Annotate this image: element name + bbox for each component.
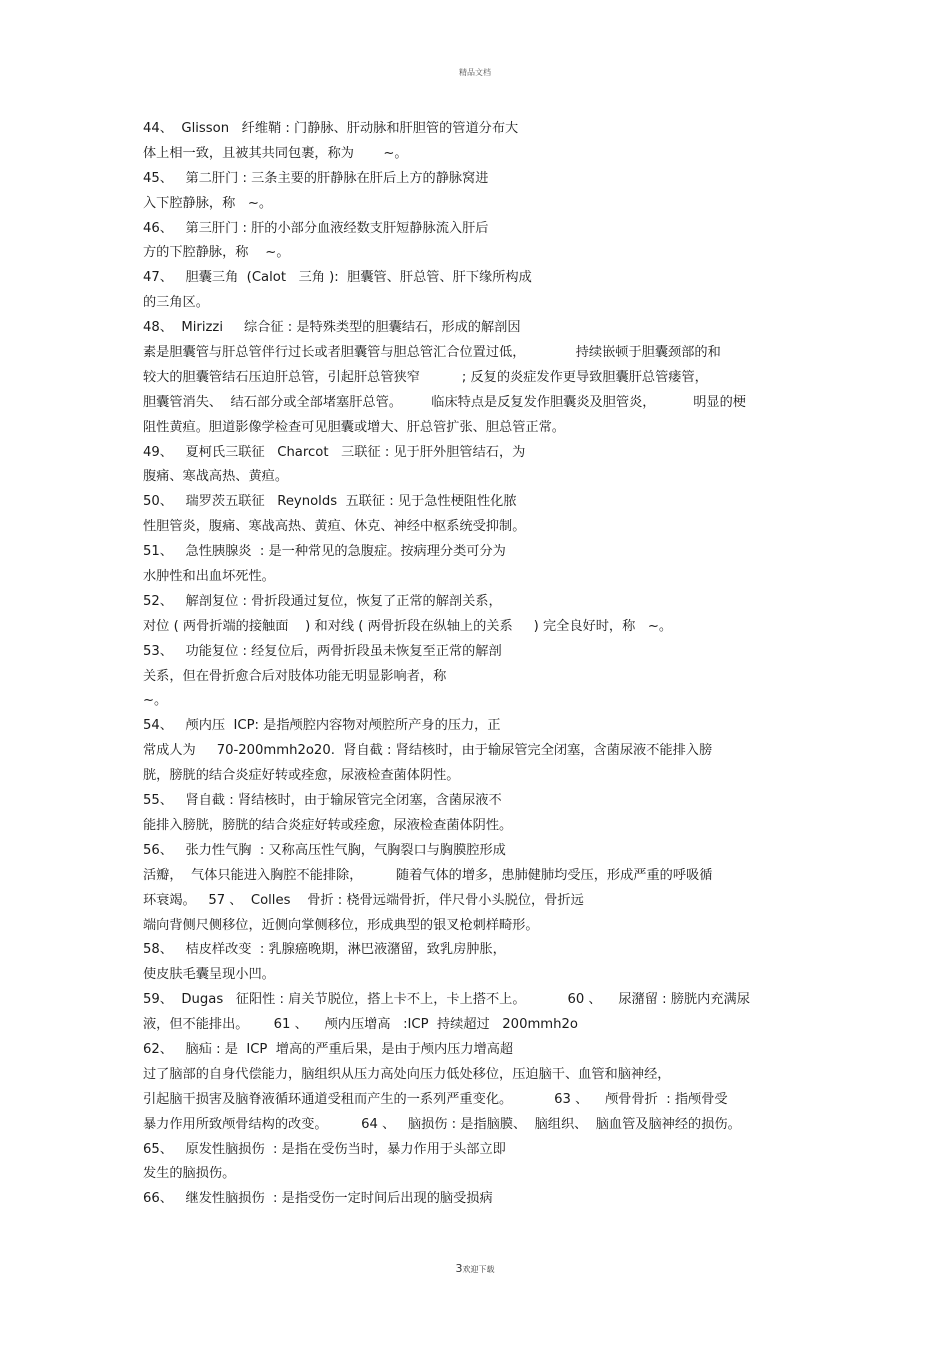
- text-line: 发生的脑损伤。: [143, 1166, 236, 1182]
- text-line: 常成人为 70-200mmh2o20. 肾自截 : 肾结核时，由于输尿管完全闭塞，含菌尿液不能排入膀: [143, 743, 713, 759]
- text-line: 关系，但在骨折愈合后对肢体功能无明显影响者，称: [143, 668, 447, 684]
- document-body: [143, 117, 813, 1212]
- text-line: 较大的胆囊管结石压迫肝总管，引起肝总管狭窄 ; 反复的炎症发作更导致胆囊肝总管瘘管，: [143, 369, 708, 385]
- text-line: 腹痛、寒战高热、黄疸。: [143, 469, 289, 485]
- page-number: 3: [455, 1262, 463, 1275]
- text-line: 44、 Glisson 纤维鞘 : 门静脉、肝动脉和肝胆管的管道分布大: [143, 121, 519, 136]
- text-line: 47、 胆囊三角 (Calot 三角 ): 胆囊管、肝总管、肝下缘所构成: [143, 270, 532, 286]
- text-line: 的三角区。: [143, 295, 209, 311]
- text-line: 49、 夏柯氏三联征 Charcot 三联征 : 见于肝外胆管结石，为: [143, 444, 526, 460]
- text-line: 性胆管炎，腹痛、寒战高热、黄疸、休克、神经中枢系统受抑制。: [143, 519, 526, 535]
- text-line: 过了脑部的自身代偿能力，脑组织从压力高处向压力低处移位，压迫脑干、血管和脑神经，: [143, 1066, 671, 1082]
- text-line: 48、 Mirizzi 综合征 : 是特殊类型的胆囊结石，形成的解剖因: [143, 320, 521, 336]
- text-line: 52、 解剖复位 : 骨折段通过复位，恢复了正常的解剖关系，: [143, 593, 502, 609]
- text-line: 50、 瑞罗茨五联征 Reynolds 五联征 : 见于急性梗阻性化脓: [143, 494, 517, 510]
- text-line: 体上相一致，且被其共同包裹，称为 ~。: [143, 145, 408, 161]
- text-line: 53、 功能复位 : 经复位后，两骨折段虽未恢复至正常的解剖: [143, 643, 502, 659]
- text-line: 51、 急性胰腺炎 : 是一种常见的急腹症。按病理分类可分为: [143, 544, 506, 560]
- page-footer: [0, 1262, 950, 1275]
- text-line: 65、 原发性脑损伤 : 是指在受伤当时，暴力作用于头部立即: [143, 1141, 506, 1157]
- text-line: 55、 肾自截 : 肾结核时，由于输尿管完全闭塞，含菌尿液不: [143, 793, 502, 809]
- text-line: 引起脑干损害及脑脊液循环通道受租而产生的一系列严重变化。 63 、 颅骨骨折 : 指颅骨受: [143, 1091, 728, 1107]
- text-line: 端向背侧尺侧移位，近侧向掌侧移位，形成典型的银叉枪刺样畸形。: [143, 917, 539, 933]
- page-header: 精品文档: [459, 68, 491, 77]
- text-line: 胱，膀胱的结合炎症好转或痊愈，尿液检查菌体阴性。: [143, 768, 460, 784]
- text-line: 59、 Dugas 征阳性 : 肩关节脱位，搭上卡不上，卡上搭不上。 60 、 尿潴留 : 膀胱内充满尿: [143, 992, 750, 1008]
- text-line: 66、 继发性脑损伤 : 是指受伤一定时间后出现的脑受损病: [143, 1191, 493, 1207]
- text-line: 56、 张力性气胸 : 又称高压性气胸，气胸裂口与胸膜腔形成: [143, 842, 506, 858]
- text-line: 46、 第三肝门 : 肝的小部分血液经数支肝短静脉流入肝后: [143, 220, 489, 236]
- footer-text: 欢迎下载: [462, 1265, 495, 1274]
- text-line: 对位 ( 两骨折端的接触面 ) 和对线 ( 两骨折段在纵轴上的关系 ) 完全良好时，称 ~。: [143, 618, 673, 634]
- text-line: 液，但不能排出。 61 、 颅内压增高 :ICP 持续超过 200mmh2o: [143, 1017, 578, 1033]
- text-line: 方的下腔静脉，称 ~。: [143, 245, 290, 261]
- text-line: 阻性黄疸。胆道影像学检查可见胆囊或增大、肝总管扩张、胆总管正常。: [143, 419, 565, 435]
- text-line: 水肿性和出血坏死性。: [143, 569, 275, 585]
- text-line: 使皮肤毛囊呈现小凹。: [143, 967, 275, 983]
- text-line: 素是胆囊管与肝总管伴行过长或者胆囊管与胆总管汇合位置过低， 持续嵌顿于胆囊颈部的和: [143, 345, 721, 361]
- text-line: 能排入膀胱，膀胱的结合炎症好转或痊愈，尿液检查菌体阴性。: [143, 817, 513, 833]
- text-line: 54、 颅内压 ICP: 是指颅腔内容物对颅腔所产身的压力，正: [143, 718, 501, 734]
- text-line: 暴力作用所致颅骨结构的改变。 64 、 脑损伤 : 是指脑膜、 脑组织、 脑血管及脑神经的损伤。: [143, 1116, 741, 1132]
- text-line: 环衰竭。 57 、 Colles 骨折 : 桡骨远端骨折，伴尺骨小头脱位，骨折远: [143, 892, 584, 908]
- text-line: 45、 第二肝门 : 三条主要的肝静脉在肝后上方的静脉窝进: [143, 170, 489, 186]
- text-line: 入下腔静脉，称 ~。: [143, 195, 273, 211]
- text-line: 58、 桔皮样改变 : 乳腺癌晚期，淋巴液潴留，致乳房肿胀，: [143, 942, 506, 958]
- text-line: 62、 脑疝 : 是 ICP 增高的严重后果，是由于颅内压力增高超: [143, 1041, 514, 1057]
- text-line: ~。: [143, 693, 168, 709]
- text-line: 活瓣， 气体只能进入胸腔不能排除， 随着气体的增多，患肺健肺均受压，形成严重的呼吸循: [143, 867, 713, 883]
- text-line: 胆囊管消失、 结石部分或全部堵塞肝总管。 临床特点是反复发作胆囊炎及胆管炎， 明显的梗: [143, 394, 746, 410]
